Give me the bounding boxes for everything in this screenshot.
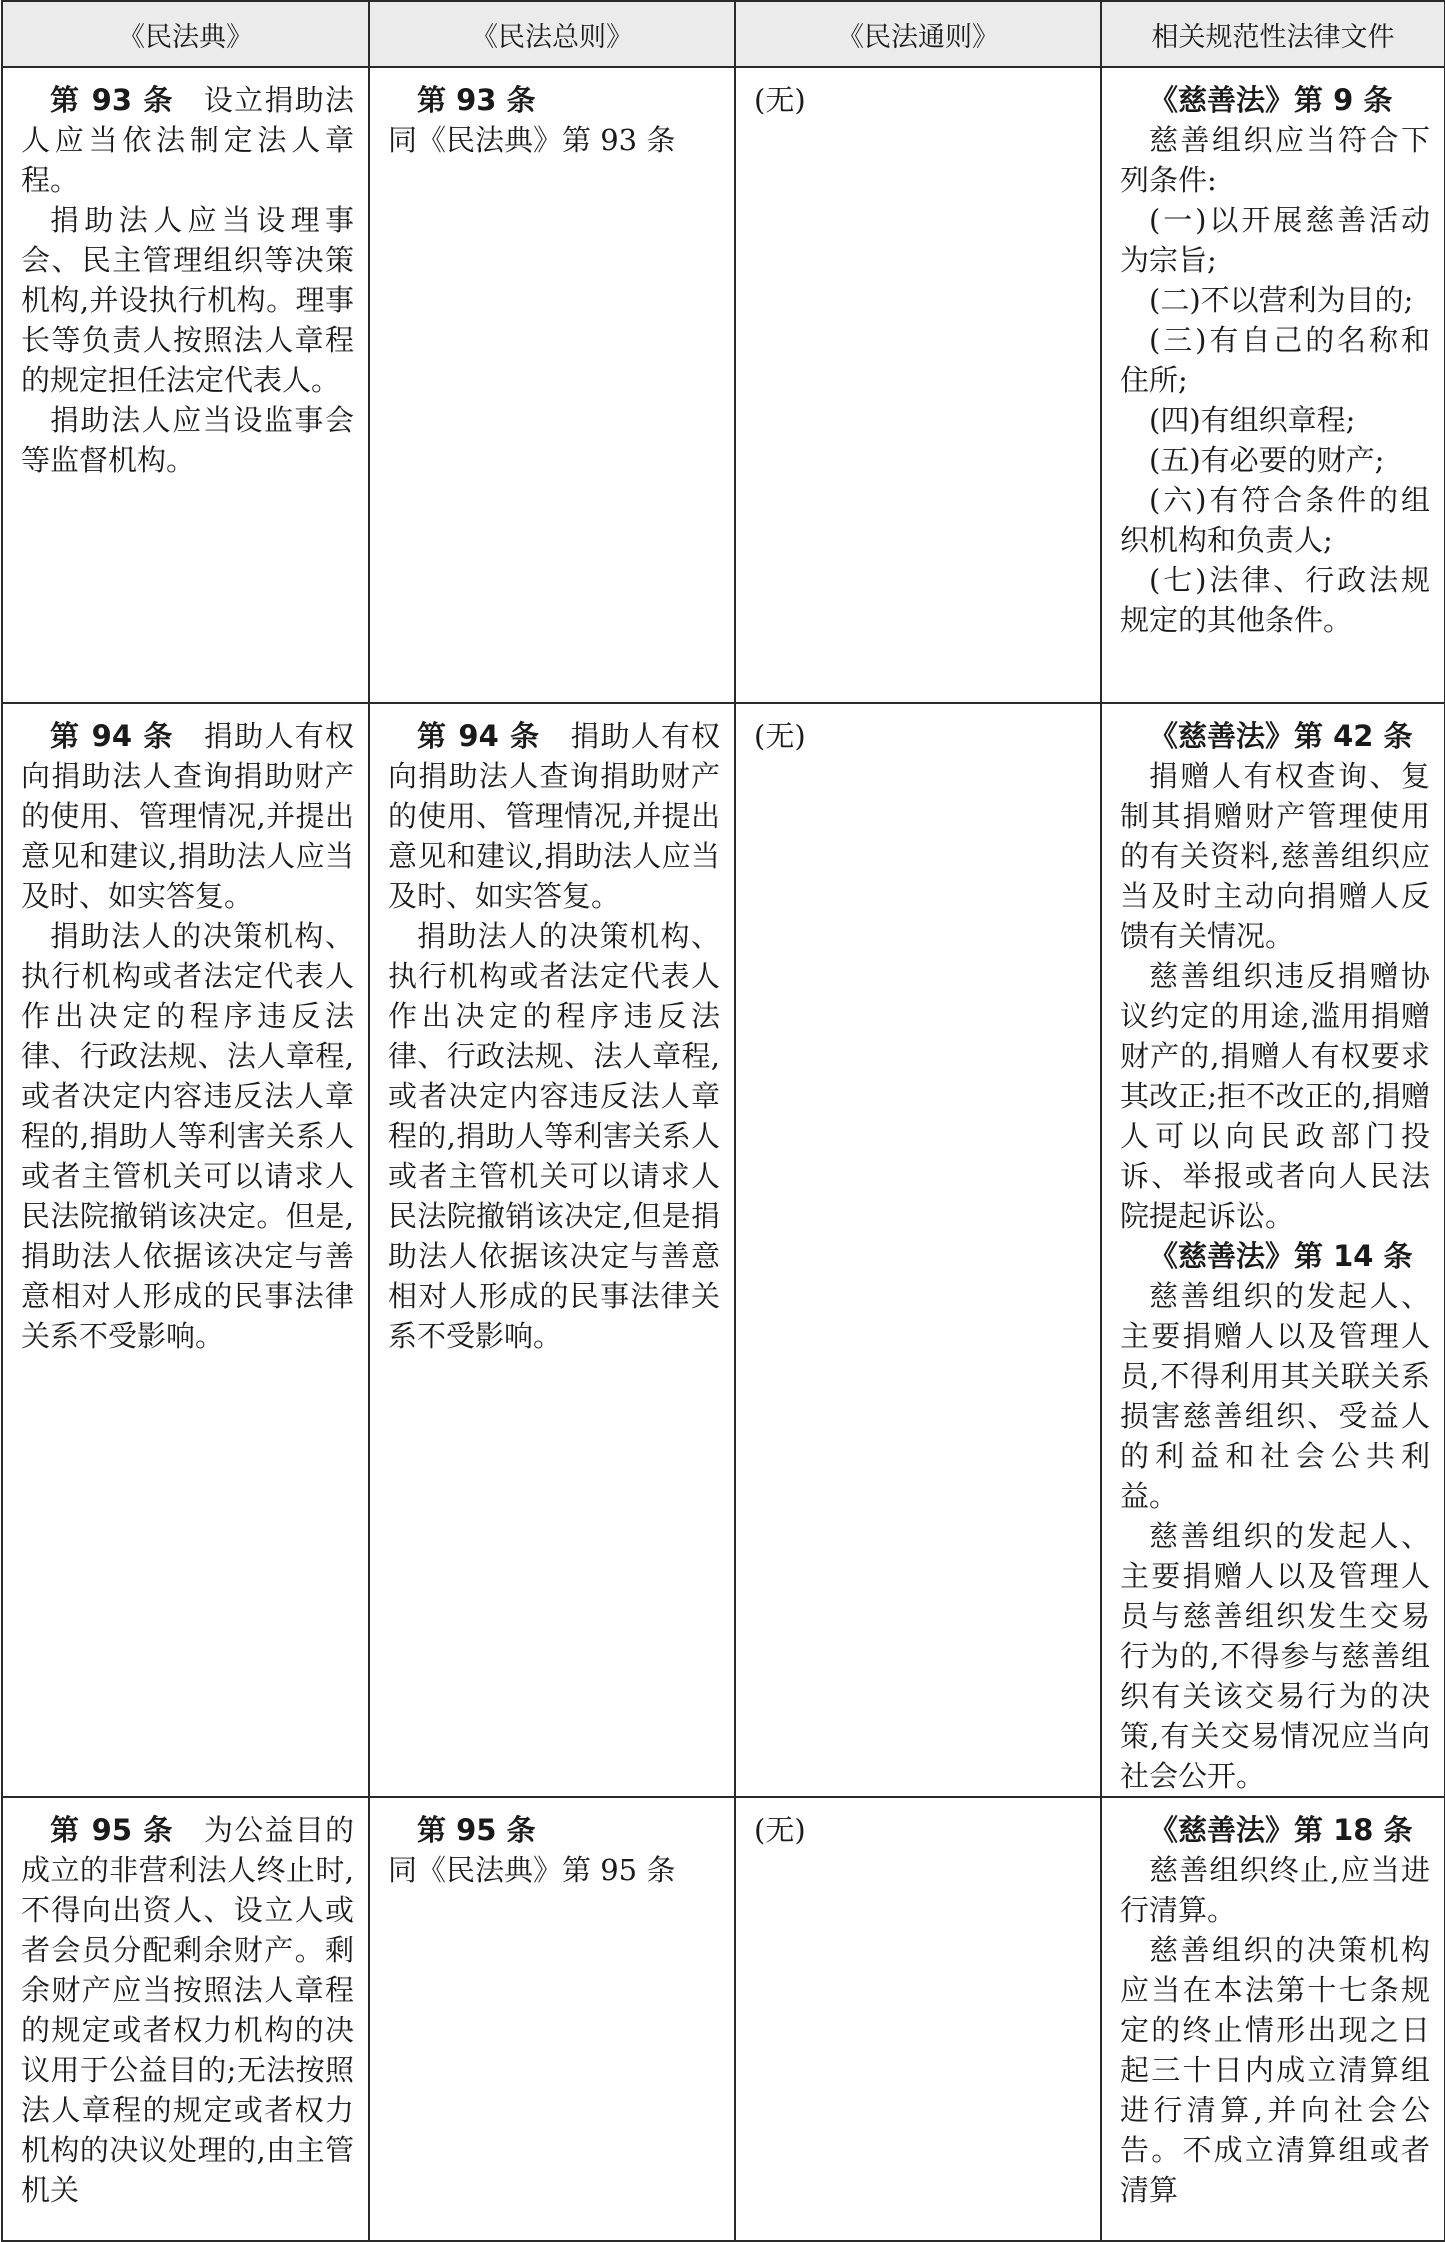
cell-related-95 [1101, 1797, 1445, 2241]
cell-minfadian-94 [2, 703, 369, 1797]
article-text: 为公益目的成立的非营利法人终止时,不得向出资人、设立人或者会员分配剩余财产。剩余财产应当按照法人章程的规定或者权力机构的决议用于公益目的;无法按照法人章程的规定或者权力机构的决议处理的,由主管机关 [21, 1813, 354, 2207]
table-header [2, 1, 1445, 67]
cell-tongze-94 [735, 703, 1101, 1797]
article-number: 第 94 条 [417, 719, 541, 753]
article-paragraph: 捐助法人的决策机构、执行机构或者法定代表人作出决定的程序违反法律、行政法规、法人章程,或者决定内容违反法人章程的,捐助人等利害关系人或者主管机关可以请求人民法院撤销该决定,但是捐助法人依据该决定与善意相对人形成的民事法律关系不受影响。 [388, 919, 720, 1353]
cell-related-94 [1101, 703, 1445, 1797]
source-reference: 《慈善法》第 42 条 [1149, 719, 1413, 753]
same-as-reference: 同《民法典》第 95 条 [388, 1853, 676, 1887]
article-text: 设立捐助法人应当依法制定法人章程。 [21, 83, 354, 197]
cell-zongze-94 [369, 703, 735, 1797]
header-row [2, 1, 1445, 67]
article-number: 第 94 条 [50, 719, 174, 753]
related-paragraph: (四)有组织章程; [1149, 403, 1356, 437]
article-heading [388, 716, 720, 916]
article-paragraph: 捐助法人的决策机构、执行机构或者法定代表人作出决定的程序违反法律、行政法规、法人章程,或者决定内容违反法人章程的,捐助人等利害关系人或者主管机关可以请求人民法院撤销该决定。但是,捐助法人依据该决定与善意相对人形成的民事法律关系不受影响。 [21, 919, 354, 1353]
article-text: 捐助人有权向捐助法人查询捐助财产的使用、管理情况,并提出意见和建议,捐助法人应当及时、如实答复。 [21, 719, 354, 913]
cell-related-93 [1101, 67, 1445, 703]
header-minfa-zongze: 《民法总则》 [369, 1, 735, 67]
article-heading [21, 716, 354, 916]
article-number: 第 95 条 [50, 1813, 174, 1847]
related-paragraph: 慈善组织的发起人、主要捐赠人以及管理人员与慈善组织发生交易行为的,不得参与慈善组织有关该交易行为的决策,有关交易情况应当向社会公开。 [1120, 1519, 1430, 1793]
article-number: 第 93 条 [50, 83, 174, 117]
cell-minfadian-93 [2, 67, 369, 703]
source-reference: 《慈善法》第 14 条 [1149, 1239, 1413, 1273]
source-reference: 《慈善法》第 9 条 [1149, 83, 1393, 117]
related-paragraph: 慈善组织的发起人、主要捐赠人以及管理人员,不得利用其关联关系损害慈善组织、受益人的利益和社会公共利益。 [1120, 1279, 1430, 1513]
related-paragraph: 捐赠人有权查询、复制其捐赠财产管理使用的有关资料,慈善组织应当及时主动向捐赠人反馈有关情况。 [1120, 759, 1430, 953]
article-heading [21, 80, 354, 200]
header-minfa-tongze: 《民法通则》 [735, 1, 1101, 67]
cell-tongze-95 [735, 1797, 1101, 2241]
related-paragraph: (五)有必要的财产; [1149, 443, 1385, 477]
table-row-article-94 [2, 703, 1445, 1797]
related-paragraph: (一)以开展慈善活动为宗旨; [1120, 203, 1430, 277]
cell-minfadian-95 [2, 1797, 369, 2241]
same-as-reference: 同《民法典》第 93 条 [388, 123, 676, 157]
related-paragraph: (三)有自己的名称和住所; [1120, 323, 1430, 397]
table-row-article-95 [2, 1797, 1445, 2241]
table-row-article-93 [2, 67, 1445, 703]
related-paragraph: (六)有符合条件的组织机构和负责人; [1120, 483, 1430, 557]
related-paragraph: (二)不以营利为目的; [1149, 283, 1414, 317]
related-paragraph: 慈善组织的决策机构应当在本法第十七条规定的终止情形出现之日起三十日内成立清算组进行清算,并向社会公告。不成立清算组或者清算 [1120, 1933, 1430, 2207]
none-text: (无) [754, 1813, 806, 1847]
law-comparison-table [1, 0, 1445, 2242]
header-related-documents: 相关规范性法律文件 [1101, 1, 1445, 67]
cell-zongze-93 [369, 67, 735, 703]
none-text: (无) [754, 719, 806, 753]
article-text: 捐助人有权向捐助法人查询捐助财产的使用、管理情况,并提出意见和建议,捐助法人应当及时、如实答复。 [388, 719, 720, 913]
header-minfadian: 《民法典》 [2, 1, 369, 67]
related-paragraph: 慈善组织终止,应当进行清算。 [1120, 1853, 1430, 1927]
article-paragraph: 捐助法人应当设监事会等监督机构。 [21, 403, 354, 477]
related-paragraph: 慈善组织应当符合下列条件: [1120, 123, 1430, 197]
related-paragraph: (七)法律、行政法规规定的其他条件。 [1120, 563, 1430, 637]
cell-tongze-93 [735, 67, 1101, 703]
article-number: 第 95 条 [417, 1813, 536, 1847]
article-paragraph: 捐助法人应当设理事会、民主管理组织等决策机构,并设执行机构。理事长等负责人按照法人章程的规定担任法定代表人。 [21, 203, 354, 397]
related-paragraph: 慈善组织违反捐赠协议约定的用途,滥用捐赠财产的,捐赠人有权要求其改正;拒不改正的,捐赠人可以向民政部门投诉、举报或者向人民法院提起诉讼。 [1120, 959, 1430, 1233]
article-number: 第 93 条 [417, 83, 536, 117]
source-reference: 《慈善法》第 18 条 [1149, 1813, 1413, 1847]
none-text: (无) [754, 83, 806, 117]
article-heading [21, 1810, 354, 2210]
cell-zongze-95 [369, 1797, 735, 2241]
